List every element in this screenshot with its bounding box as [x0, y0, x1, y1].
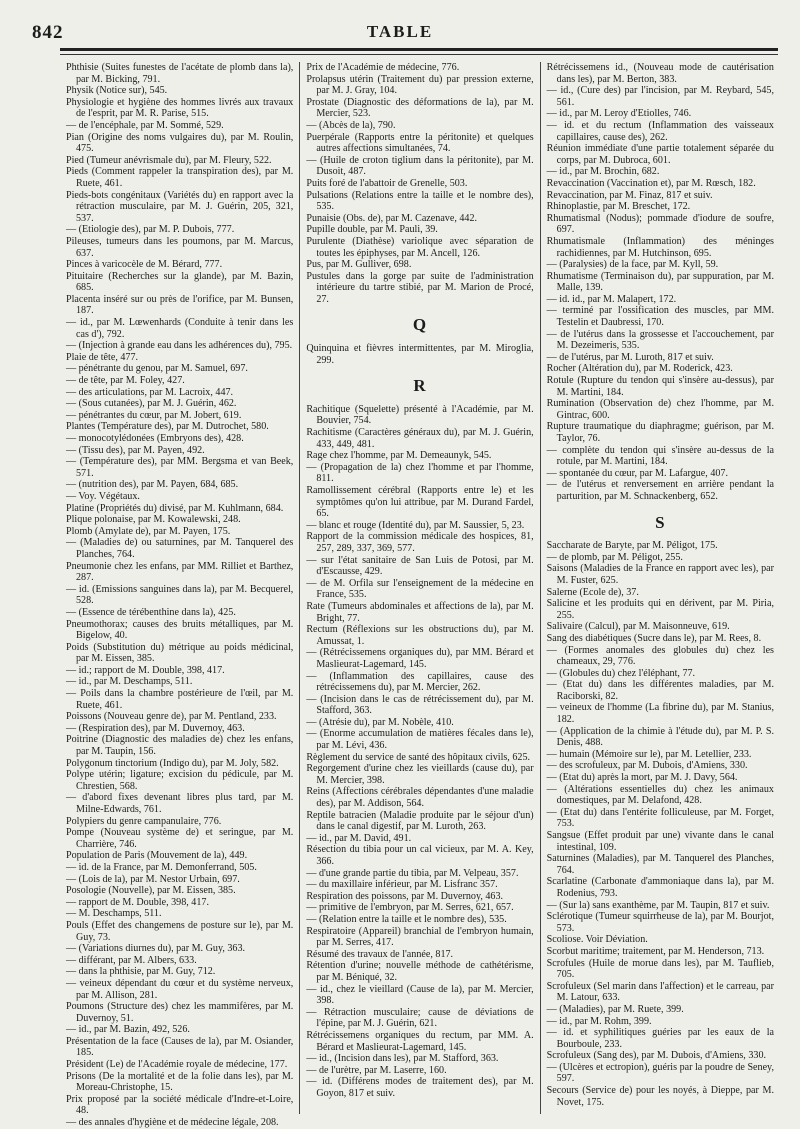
index-entry: Sclérotique (Tumeur squirrheuse de la), par M. Bourjot, 573. [546, 911, 774, 934]
index-entry: — (Tissu des), par M. Payen, 492. [66, 444, 205, 456]
index-entry: — humain (Mémoire sur le), par M. Letellier, 233. [546, 748, 752, 760]
index-entry: Scrofuleux (Sang des), par M. Dubois, d'Amiens, 330. [546, 1050, 767, 1062]
index-entry: Rate (Tumeurs abdominales et affections de la), par M. Bright, 77. [306, 600, 534, 624]
index-entry: Rage chez l'homme, par M. Demeaunyk, 545. [306, 450, 492, 462]
index-entry: — Poils dans la chambre postérieure de l'œil, par M. Ruete, 461. [66, 688, 294, 711]
index-entry: — id., par M. Rohm, 399. [546, 1015, 652, 1027]
index-entry: — (Variations diurnes du), par M. Guy, 363. [66, 943, 246, 955]
index-entry: — (Maladies de) ou saturnines, par M. Tanquerel des Planches, 764. [66, 537, 294, 560]
index-entry: Pied (Tumeur anévrismale du), par M. Fleury, 522. [66, 154, 272, 166]
index-entry: Polype utérin; ligature; excision du pédicule, par M. Chrestien, 568. [66, 769, 294, 792]
index-entry: — (Huile de croton tiglium dans la péritonite), par M. Dusoit, 487. [306, 154, 534, 178]
index-entry: — pénétrantes du cœur, par M. Jobert, 619. [66, 409, 242, 421]
index-entry: — veineux de l'homme (La fibrine du), par M. Stanius, 182. [546, 702, 774, 726]
index-entry: Revaccination (Vaccination et), par M. Rœsch, 182. [546, 177, 756, 189]
index-entry: Scoliose. Voir Déviation. [546, 934, 648, 946]
index-entry: Pileuses, tumeurs dans les poumons, par M. Marcus, 637. [66, 235, 294, 259]
index-entry: — (Injection à grande eau dans les adhérences du), 795. [66, 340, 293, 352]
index-entry: — (Paralysies) de la face, par M. Kyll, 59. [546, 259, 719, 271]
index-entry: Pulsations (Relations entre la taille et le nombre des), 535. [306, 189, 534, 213]
index-entry: Pneumothorax; causes des bruits métalliques, par M. Bigelow, 40. [66, 618, 294, 642]
index-entry: Salicine et les produits qui en dérivent, par M. Piria, 255. [546, 598, 774, 621]
index-entry: Poissons (Nouveau genre de), par M. Pentland, 233. [66, 711, 277, 723]
index-entry: Prix proposé par la société médicale d'Indre-et-Loire, 48. [66, 1093, 294, 1117]
index-entry: Prisons (De la mortalité et de la folie dans les), par M. Moreau-Christophe, 15. [66, 1070, 294, 1094]
index-entry: Polygonum tinctorium (Indigo du), par M. Joly, 582. [66, 757, 279, 769]
index-entry: Règlement du service de santé des hôpitaux civils, 625. [306, 751, 531, 763]
index-entry: — de l'utérus et renversement en arrière pendant la parturition, par M. Schnackenberg, 652. [546, 479, 774, 502]
index-entry: — de tête, par M. Foley, 427. [66, 375, 185, 387]
index-entry: — d'abord fixes devenant libres plus tard, par M. Milne-Edwards, 761. [66, 792, 294, 815]
index-entry: — M. Deschamps, 511. [66, 908, 162, 920]
index-entry: Polypiers du genre campanulaire, 776. [66, 815, 222, 827]
index-entry: Saccharate de Baryte, par M. Péligot, 175. [546, 540, 718, 552]
index-entry: — blanc et rouge (Identité du), par M. Saussier, 5, 23. [306, 519, 525, 531]
index-entry: — (Etat du) dans les différentes maladies, par M. Raciborski, 82. [546, 679, 774, 702]
index-entry: Regorgement d'urine chez les vieillards (cause du), par M. Mercier, 398. [306, 763, 534, 786]
index-entry: Rétrécissemens id., (Nouveau mode de cautérisation dans les), par M. Berton, 383. [546, 62, 774, 85]
index-entry: — de M. Orfila sur l'enseignement de la médecine en France, 535. [306, 577, 534, 601]
index-entry: — des annales d'hygiène et de médecine légale, 208. [66, 1117, 279, 1129]
index-entry: Pus, par M. Gulliver, 698. [306, 259, 412, 271]
index-entry: — id., par M. Deschamps, 511. [66, 676, 193, 688]
index-entry: — (Application de la chimie à l'étude du), par M. P. S. Denis, 488. [546, 725, 774, 749]
index-entry: — (Température des), par MM. Bergsma et van Beek, 571. [66, 456, 294, 479]
index-entry: — (Etat du) après la mort, par M. J. Davy, 564. [546, 772, 738, 784]
index-entry: — (Ulcères et ectropion), guéris par la poudre de Seney, 597. [546, 1061, 774, 1085]
index-entry: Physik (Notice sur), 545. [66, 85, 168, 97]
index-entry: — (Lois de la), par M. Nestor Urbain, 697. [66, 873, 240, 885]
index-entry: — id., par M. Lœwenhards (Conduite à tenir dans les cas d'), 792. [66, 317, 294, 340]
index-entry: Salerne (Ecole de), 37. [546, 586, 639, 598]
index-entry: Sang des diabétiques (Sucre dans le), par M. Rees, 8. [546, 632, 762, 644]
index-entry: — (Rétrécissemens organiques du), par MM. Bérard et Maslieurat-Lagemard, 145. [306, 647, 534, 670]
index-entry: Scarlatine (Carbonate d'ammoniaque dans la), par M. Rodenius, 793. [546, 876, 774, 899]
index-entry: — de l'utérus, par M. Luroth, 817 et suiv. [546, 351, 714, 363]
index-entry: Purulente (Diathèse) variolique avec séparation de toutes les épiphyses, par M. Ancell, 126. [306, 235, 534, 259]
index-entry: — (Etiologie des), par M. P. Dubois, 777. [66, 224, 235, 236]
index-entry: — id. (Différens modes de traitement des), par M. Goyon, 817 et suiv. [306, 1076, 534, 1099]
index-entry: — id. (Emissions sanguines dans la), par M. Becquerel, 528. [66, 583, 294, 607]
index-entry: Pieds-bots congénitaux (Variétés du) en rapport avec la rétraction musculaire, par M. J. Guérin, 205, 321, 537. [66, 189, 294, 224]
index-entry: Population de Paris (Mouvement de la), 449. [66, 850, 248, 862]
index-entry: Plaie de tête, 477. [66, 351, 139, 363]
section-letter-s: S [655, 512, 666, 532]
index-entry: Scrofules (Huile de morue dans les), par M. Tauflieb, 705. [546, 957, 774, 981]
index-entry: — (Inflammation des capillaires, cause des rétrécissemens du), par M. Mercier, 262. [306, 670, 534, 694]
index-entry: Pian (Origine des noms vulgaires du), par M. Roulin, 475. [66, 131, 294, 155]
index-entry: — dans la phthisie, par M. Guy, 712. [66, 966, 216, 978]
index-entry: — de l'encéphale, par M. Sommé, 529. [66, 119, 224, 131]
index-entry: Rétention d'urine; nouvelle méthode de cathétérisme, par M. Béniqué, 32. [306, 960, 534, 983]
index-entry: — spontanée du cœur, par M. Lafargue, 407. [546, 467, 728, 479]
index-entry: Secours (Service de) pour les noyés, à Dieppe, par M. Novet, 175. [546, 1085, 774, 1108]
index-entry: Pieds (Comment rappeler la transpiration des), par M. Ruete, 461. [66, 166, 294, 189]
index-entry: Sangsue (Effet produit par une) vivante dans le canal intestinal, 109. [546, 830, 774, 853]
index-entry: Reins (Affections cérébrales dépendantes d'une maladie des), par M. Addison, 564. [306, 786, 534, 810]
index-entry: — Voy. Végétaux. [66, 490, 140, 502]
index-entry: Saisons (Maladies de la France en rapport avec les), par M. Fuster, 625. [546, 563, 774, 586]
index-entry: Pompe (Nouveau système de) et seringue, par M. Charrière, 746. [66, 827, 294, 850]
index-column-2 [300, 62, 540, 1114]
index-entry: Punaisie (Obs. de), par M. Cazenave, 442. [306, 212, 478, 224]
index-entry: Rhinoplastie, par M. Breschet, 172. [546, 201, 691, 213]
index-entry: Plique polonaise, par M. Kowalewski, 248. [66, 514, 241, 526]
index-entry: Placenta inséré sur ou près de l'orifice, par M. Bunsen, 187. [66, 293, 294, 317]
index-entry: — de l'utérus dans la grossesse et l'accouchement, par M. Dezeimeris, 535. [546, 328, 774, 352]
index-entry: Respiratoire (Appareil) branchial de l'embryon humain, par M. Serres, 417. [306, 925, 534, 949]
index-entry: — (Atrésie du), par M. Nobèle, 410. [306, 716, 454, 728]
index-entry: — rapport de M. Double, 398, 417. [66, 896, 209, 908]
index-entry: — terminé par l'ossification des muscles, par MM. Testelin et Daubressi, 170. [546, 305, 774, 329]
index-column-3 [541, 62, 780, 1114]
index-entry: — différant, par M. Albers, 633. [66, 954, 197, 966]
index-entry: — (Incision dans le cas de rétrécissement du), par M. Stafford, 363. [306, 693, 534, 717]
index-entry: Réunion immédiate d'une partie totalement séparée du corps, par M. Dubroca, 601. [546, 143, 774, 166]
index-entry: Plomb (Amylate de), par M. Payen, 175. [66, 525, 231, 537]
index-columns [60, 62, 780, 1129]
index-entry: Revaccination, par M. Finaz, 817 et suiv. [546, 189, 713, 201]
index-entry: Rapport de la commission médicale des hospices, 81, 257, 289, 337, 369, 577. [306, 531, 534, 554]
index-entry: — complète du tendon qui s'insère au-dessus de la rotule, par M. Martini, 184. [546, 444, 774, 468]
index-entry: — id., par M. Leroy d'Etiolles, 746. [546, 108, 692, 120]
index-entry: Prolapsus utérin (Traitement du) par pression externe, par M. J. Gray, 104. [306, 73, 534, 97]
index-entry: — (Formes anomales des globules du) chez les chameaux, 29, 776. [546, 644, 774, 668]
index-entry: — du maxillaire inférieur, par M. Lisfranc 357. [306, 879, 498, 891]
index-entry: — id., par M. David, 491. [306, 832, 412, 844]
index-entry: — primitive de l'embryon, par M. Serres, 621, 657. [306, 902, 514, 914]
index-entry: Pinces à varicocèle de M. Bérard, 777. [66, 259, 223, 271]
index-entry: — (Abcès de la), 790. [306, 119, 396, 131]
index-entry: Platine (Propriétés du) divisé, par M. Kuhlmann, 684. [66, 502, 284, 514]
index-entry: — de plomb, par M. Péligot, 255. [546, 551, 683, 563]
index-entry: Posologie (Nouvelle), par M. Eissen, 385. [66, 885, 236, 897]
index-entry: Saturnines (Maladies), par M. Tanquerel des Planches, 764. [546, 853, 774, 876]
page-title: TABLE [366, 22, 434, 41]
index-entry: — d'une grande partie du tibia, par M. Velpeau, 357. [306, 867, 519, 879]
index-entry: Respiration des poissons, par M. Duvernoy, 463. [306, 890, 504, 902]
index-entry: — (Etat du) dans l'entérite folliculeuse, par M. Forget, 753. [546, 806, 774, 830]
section-letter-q: Q [412, 315, 428, 335]
index-entry: — id., (Cure des) par l'incision, par M. Reybard, 545, 561. [546, 85, 774, 108]
index-entry: Quinquina et fièvres intermittentes, par M. Miroglia, 299. [306, 343, 534, 366]
index-entry: — id., par M. Brochin, 682. [546, 166, 660, 178]
index-entry: Rétrécissemens organiques du rectum, par MM. A. Bérard et Maslieurat-Lagemard, 145. [306, 1029, 534, 1053]
index-column-1 [60, 62, 300, 1129]
index-entry: — id., par M. Bazin, 492, 526. [66, 1024, 190, 1036]
index-entry: Pituitaire (Recherches sur la glande), par M. Bazin, 685. [66, 270, 294, 294]
index-entry: — (Propagation de la) chez l'homme et par l'homme, 811. [306, 461, 534, 485]
index-entry: Rocher (Altération du), par M. Roderick, 423. [546, 363, 733, 375]
index-entry: — (Sous cutanées), par M. J. Guérin, 462. [66, 398, 237, 410]
index-entry: — (Sur la) sans exanthème, par M. Taupin, 817 et suiv. [546, 899, 770, 911]
index-entry: — id. et syphilitiques guéries par les eaux de la Bourboule, 233. [546, 1027, 774, 1050]
index-entry: — (Maladies), par M. Ruete, 399. [546, 1003, 684, 1015]
index-entry: Rhumatismal (Nodus); pommade d'iodure de soufre, 697. [546, 212, 774, 236]
index-entry: Poumons (Structure des) chez les mammifères, par M. Duvernoy, 51. [66, 1001, 294, 1024]
index-entry: Prix de l'Académie de médecine, 776. [306, 62, 460, 73]
index-entry: Reptile batracien (Maladie produite par le séjour d'un) dans le canal digestif, par M. Luroth, 263. [306, 809, 534, 833]
index-entry: Prostate (Diagnostic des déformations de la), par M. Mercier, 523. [306, 96, 534, 120]
index-entry: — veineux dépendant du cœur et du système nerveux, par M. Allison, 281. [66, 977, 294, 1001]
index-entry: — (Relation entre la taille et le nombre des), 535. [306, 913, 507, 925]
index-entry: — (Altérations essentielles du) chez les animaux domestiques, par M. Delafond, 428. [546, 783, 774, 807]
index-entry: — (Globules du) chez l'éléphant, 77. [546, 667, 696, 679]
index-entry: Rumination (Observation de) chez l'homme, par M. Gintrac, 600. [546, 398, 774, 421]
index-entry: — des articulations, par M. Lacroix, 447. [66, 386, 234, 398]
index-entry: — (Essence de térébenthine dans la), 425. [66, 606, 236, 618]
index-entry: Pustules dans la gorge par suite de l'administration intérieure du tartre stibié, par M. Marion de Procé, 27. [306, 270, 534, 305]
header-rule-thin [60, 54, 778, 55]
index-entry: Pneumonie chez les enfans, par MM. Rilliet et Barthez, 287. [66, 560, 294, 584]
index-entry: Président (Le) de l'Académie royale de médecine, 177. [66, 1059, 288, 1071]
index-entry: — id., chez le vieillard (Cause de la), par M. Mercier, 398. [306, 983, 534, 1007]
index-entry: Rachitisme (Caractères généraux du), par M. J. Guérin, 433, 449, 481. [306, 427, 534, 450]
index-entry: Plantes (Température des), par M. Dutrochet, 580. [66, 421, 269, 433]
index-entry: — (Enorme accumulation de matières fécales dans le), par M. Lévi, 436. [306, 728, 534, 752]
index-entry: Physiologie et hygiène des hommes livrés aux travaux de l'esprit, par M. R. Parise, 515. [66, 96, 294, 120]
index-entry: Rhumatismale (Inflammation) des méninges rachidiennes, par M. Hutchinson, 695. [546, 235, 774, 259]
index-entry: Poitrine (Diagnostic des maladies de) chez les enfans, par M. Taupin, 156. [66, 734, 294, 758]
index-entry: — sur l'état sanitaire de San Luis de Potosi, par M. d'Escausse, 429. [306, 554, 534, 578]
index-entry: Ramollissement cérébral (Rapports entre le) et les symptômes qu'on lui attribue, par M. Durand Fardel, 65. [306, 485, 534, 520]
page-number: 842 [32, 22, 64, 43]
index-entry: — id. id., par M. Malapert, 172. [546, 293, 677, 305]
index-entry: Rupture traumatique du diaphragme; guérison, par M. Taylor, 76. [546, 421, 774, 444]
index-entry: — id. et du rectum (Inflammation des vaisseaux capillaires, cause des), 262. [546, 119, 774, 143]
index-entry: — id. de la France, par M. Demonferrand, 505. [66, 861, 257, 873]
index-entry: — des scrofuleux, par M. Dubois, d'Amiens, 330. [546, 760, 748, 772]
index-entry: Scorbut maritime; traitement, par M. Henderson, 713. [546, 945, 765, 957]
index-entry: — id.; rapport de M. Double, 398, 417. [66, 664, 225, 676]
index-entry: Résumé des travaux de l'année, 817. [306, 948, 454, 960]
index-entry: — Rétraction musculaire; cause de déviations de l'épine, par M. J. Guérin, 621. [306, 1006, 534, 1030]
index-entry: Présentation de la face (Causes de la), par M. Osiander, 185. [66, 1035, 294, 1059]
index-entry: — (nutrition des), par M. Payen, 684, 685. [66, 479, 239, 491]
index-entry: — monocotylédonées (Embryons des), 428. [66, 433, 244, 444]
section-letter-r: R [413, 376, 427, 396]
index-entry: — pénétrante du genou, par M. Samuel, 697. [66, 363, 248, 375]
index-entry: — de l'urètre, par M. Laserre, 160. [306, 1064, 447, 1076]
index-entry: Pouls (Effet des changemens de posture sur le), par M. Guy, 73. [66, 919, 294, 943]
index-entry: Poids (Substitution du) métrique au poids médicinal, par M. Eissen, 385. [66, 641, 294, 665]
index-entry: — (Respiration des), par M. Duvernoy, 463. [66, 722, 245, 734]
index-entry: Salivaire (Calcul), par M. Maisonneuve, 619. [546, 621, 730, 633]
index-entry: Rachitique (Squelette) présenté à l'Académie, par M. Bouvier, 754. [306, 403, 534, 427]
index-entry: Phthisie (Suites funestes de l'acétate de plomb dans la), par M. Bicking, 791. [66, 62, 294, 85]
index-entry: Rhumatisme (Terminaison du), par suppuration, par M. Malle, 139. [546, 270, 774, 294]
index-entry: Puits foré de l'abattoir de Grenelle, 503. [306, 177, 468, 189]
header-rule-thick [60, 48, 778, 51]
index-entry: Résection du tibia pour un cal vicieux, par M. A. Key, 366. [306, 844, 534, 867]
index-entry: Rectum (Réflexions sur les obstructions du), par M. Amussat, 1. [306, 624, 534, 647]
index-entry: Puerpérale (Rapports entre la péritonite) et quelques autres affections simultanées, 74. [306, 131, 534, 155]
index-entry: Rotule (Rupture du tendon qui s'insère au-dessus), par M. Martini, 184. [546, 375, 774, 398]
index-entry: — id., (Incision dans les), par M. Stafford, 363. [306, 1053, 499, 1065]
index-entry: Pupille double, par M. Pauli, 39. [306, 224, 438, 236]
index-entry: Scrofuleux (Sel marin dans l'affection) et le carreau, par M. Latour, 633. [546, 980, 774, 1004]
